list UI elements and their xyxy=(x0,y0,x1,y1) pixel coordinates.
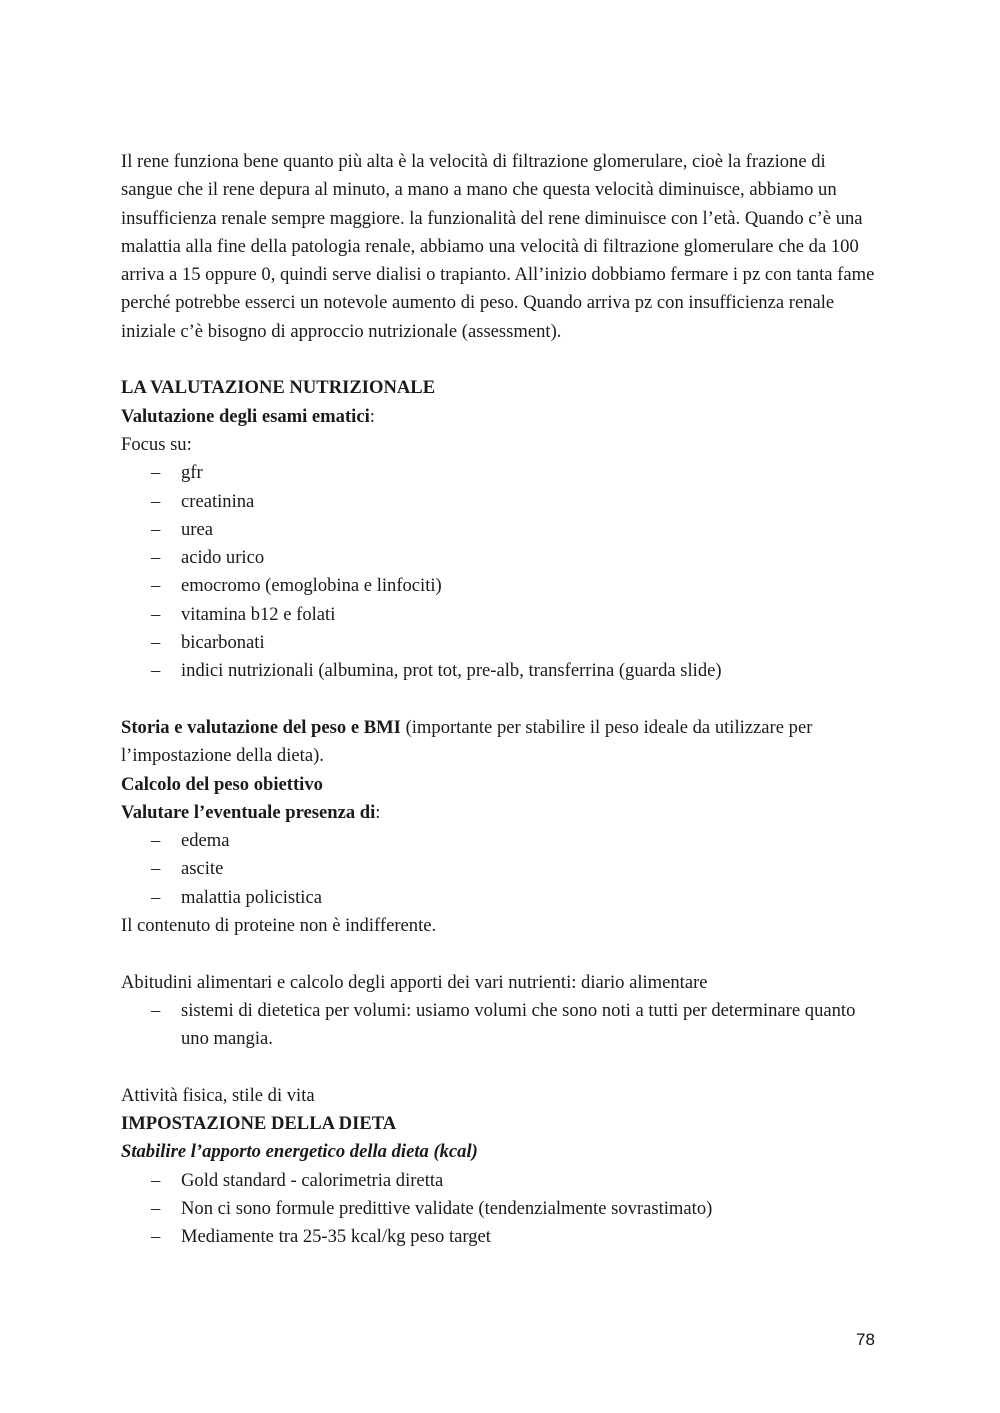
subtitle-esami xyxy=(121,403,881,431)
list-item: – gfr xyxy=(181,459,881,487)
list-item: – edema xyxy=(181,827,881,855)
subtitle-energia: Stabilire l’apporto energetico della dieta (kcal) xyxy=(121,1141,478,1163)
list-item: – Non ci sono formule predittive validate (tendenzialmente sovrastimato) xyxy=(181,1195,881,1223)
presence-colon: : xyxy=(375,801,381,823)
subtitle-esami-bold: Valutazione degli esami ematici xyxy=(121,405,370,427)
weight-bold: Storia e valutazione del peso e BMI xyxy=(121,716,401,738)
document-body xyxy=(121,148,881,1252)
subtitle-esami-colon: : xyxy=(369,405,375,427)
habits-paragraph: Abitudini alimentari e calcolo degli apporti dei vari nutrienti: diario alimentare xyxy=(121,971,708,993)
activity-line: Attività fisica, stile di vita xyxy=(121,1084,315,1106)
section-title-dieta: IMPOSTAZIONE DELLA DIETA xyxy=(121,1113,397,1135)
list-item: – urea xyxy=(181,516,881,544)
list-item: – acido urico xyxy=(181,544,881,572)
list-item: – ascite xyxy=(181,855,881,883)
diet-list xyxy=(121,1167,881,1252)
page-number: 78 xyxy=(856,1330,875,1349)
weight-paragraph xyxy=(121,714,881,771)
habits-list xyxy=(121,997,881,1054)
esami-list xyxy=(121,459,881,685)
list-item: – malattia policistica xyxy=(181,884,881,912)
list-item: – sistemi di dietetica per volumi: usiamo volumi che sono noti a tutti per determinare quanto uno mangia. xyxy=(181,997,881,1054)
weight-rest: (importante per stabilire il peso ideale da utilizzare per l’impostazione della dieta). xyxy=(121,716,813,767)
presence-list xyxy=(121,827,881,912)
target-weight-heading: Calcolo del peso obiettivo xyxy=(121,773,323,795)
list-item: – Gold standard - calorimetria diretta xyxy=(181,1167,881,1195)
list-item: – emocromo (emoglobina e linfociti) xyxy=(181,572,881,600)
section-title-valutazione: LA VALUTAZIONE NUTRIZIONALE xyxy=(121,377,436,399)
protein-note: Il contenuto di proteine non è indifferente. xyxy=(121,915,437,937)
intro-paragraph: Il rene funziona bene quanto più alta è la velocità di filtrazione glomerulare, cioè la frazione di sangue che il rene depura al minuto, a mano a mano che questa velocità diminuisce, abbiamo un insufficienza renale sempre maggiore. la funzionalità del rene diminuisce con l’età. Quando c’è una malattia alla fine della patologia renale, abbiamo una velocità di filtrazione glomerulare che da 100 arriva a 15 oppure 0, quindi serve dialisi o trapianto. All’inizio dobbiamo fermare i pz con tanta fame perché potrebbe esserci un notevole aumento di peso. Quando arriva pz con insufficienza renale iniziale c’è bisogno di approccio nutrizionale (assessment). xyxy=(121,151,875,342)
list-item: – indici nutrizionali (albumina, prot tot, pre-alb, transferrina (guarda slide) xyxy=(181,657,881,685)
focus-label: Focus su: xyxy=(121,433,192,455)
list-item: – vitamina b12 e folati xyxy=(181,601,881,629)
presence-bold: Valutare l’eventuale presenza di xyxy=(121,801,376,823)
list-item: – bicarbonati xyxy=(181,629,881,657)
presence-heading xyxy=(121,799,881,827)
list-item: – Mediamente tra 25-35 kcal/kg peso target xyxy=(181,1223,881,1251)
list-item: – creatinina xyxy=(181,488,881,516)
